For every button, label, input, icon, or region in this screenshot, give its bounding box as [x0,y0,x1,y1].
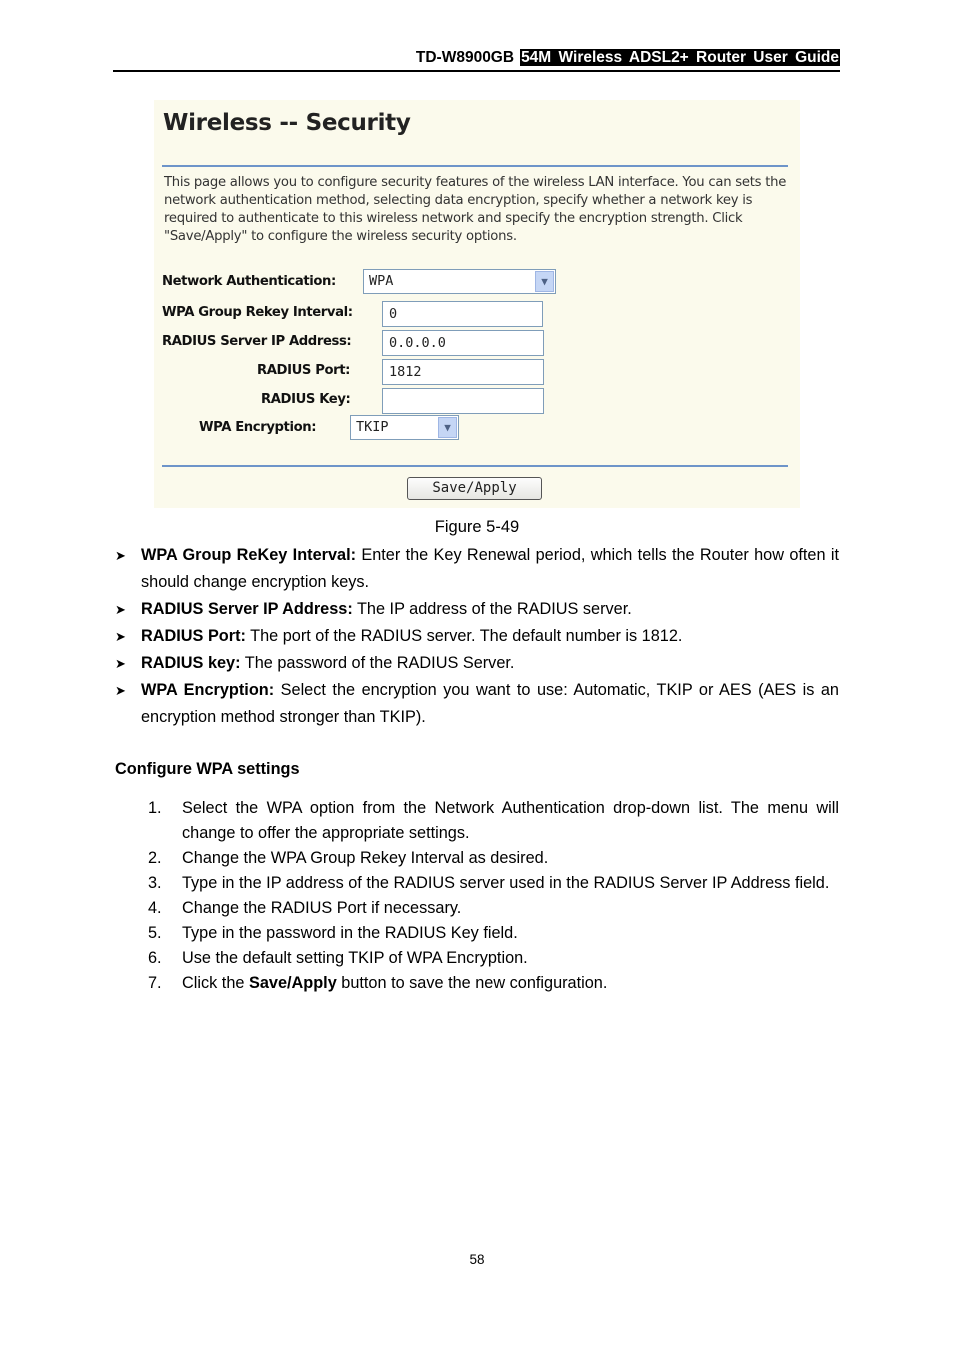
list-item [148,921,839,946]
wpa-encryption-select[interactable] [350,415,459,440]
rekey-label: WPA Group Rekey Interval: [162,305,353,320]
list-item [115,650,839,677]
step-text: Change the WPA Group Rekey Interval as desired. [182,849,549,867]
screenshot-description: This page allows you to configure security features of the wireless LAN interface. You can sets the network authentication method, selecting data encryption, specify whether a network key is required to authenticate to this wireless network and specify the encryption strength. Click "Save/Apply" to configure the wireless security options. [164,175,787,244]
list-item [148,971,839,996]
screenshot-title: Wireless -- Security [163,110,411,136]
step-number: 7. [148,974,162,992]
divider [162,165,788,167]
step-text: Type in the IP address of the RADIUS server used in the RADIUS Server IP Address field. [182,874,830,892]
step-number: 1. [148,799,162,817]
wpa-encryption-value: TKIP [356,419,389,435]
bullet-term: RADIUS Server IP Address: [141,600,353,618]
chevron-down-icon[interactable]: ▼ [438,417,457,438]
bullet-text: Select the encryption you want to use: Automatic, TKIP or AES (AES is an encryption method stronger than TKIP). [141,681,839,726]
step-bold-text: Save/Apply [248,974,337,992]
guide-title: 54M Wireless ADSL2+ Router User Guide [521,49,839,66]
step-number: 2. [148,849,162,867]
step-number: 3. [148,874,162,892]
radius-port-input[interactable]: 1812 [382,359,544,385]
bullet-text: The port of the RADIUS server. The default number is 1812. [245,627,683,645]
rekey-input[interactable]: 0 [382,301,543,327]
network-auth-value: WPA [369,273,394,289]
step-text: Use the default setting TKIP of WPA Encryption. [182,949,528,967]
list-item [148,871,839,896]
chevron-down-icon[interactable]: ▼ [535,271,554,292]
page-number: 58 [469,1252,485,1267]
network-auth-label: Network Authentication: [162,274,336,289]
arrow-bullet-icon: ➤ [115,629,126,644]
figure-caption: Figure 5-49 [434,518,520,536]
list-item [115,542,839,596]
list-item [148,846,839,871]
page-header [113,48,840,72]
radius-key-label: RADIUS Key: [261,392,351,407]
radius-port-label: RADIUS Port: [257,363,351,378]
model-name: TD-W8900GB [415,49,515,66]
step-text: Click the [182,974,249,992]
list-item [115,596,839,623]
arrow-bullet-icon: ➤ [115,548,126,563]
configure-steps [148,796,839,996]
arrow-bullet-icon: ➤ [115,602,126,617]
arrow-bullet-icon: ➤ [115,656,126,671]
section-heading: Configure WPA settings [115,760,300,778]
divider [162,465,788,467]
step-text: Type in the password in the RADIUS Key field. [182,924,518,942]
save-apply-button[interactable]: Save/Apply [407,477,542,500]
bullet-text: The password of the RADIUS Server. [240,654,515,672]
radius-ip-label: RADIUS Server IP Address: [162,334,352,349]
list-item [115,623,839,650]
list-item [148,946,839,971]
step-number: 5. [148,924,162,942]
step-number: 4. [148,899,162,917]
step-text: button to save the new configuration. [336,974,608,992]
bullet-text: The IP address of the RADIUS server. [352,600,632,618]
wireless-security-screenshot [154,100,800,508]
bullet-term: WPA Encryption: [141,681,275,699]
step-text: Change the RADIUS Port if necessary. [182,899,462,917]
radius-ip-input[interactable]: 0.0.0.0 [382,330,544,356]
bullet-term: WPA Group ReKey Interval: [141,546,357,564]
bullet-term: RADIUS key: [141,654,241,672]
arrow-bullet-icon: ➤ [115,683,126,698]
field-descriptions [115,542,839,731]
list-item [148,796,839,846]
step-number: 6. [148,949,162,967]
list-item [148,896,839,921]
bullet-term: RADIUS Port: [141,627,246,645]
wpa-encryption-label: WPA Encryption: [199,420,317,435]
network-auth-select[interactable] [363,269,556,294]
list-item [115,677,839,731]
step-text: Select the WPA option from the Network Authentication drop-down list. The menu will change to offer the appropriate settings. [182,799,839,842]
radius-key-input[interactable] [382,388,544,414]
bullet-text: Enter the Key Renewal period, which tells the Router how often it should change encryption keys. [141,546,839,591]
